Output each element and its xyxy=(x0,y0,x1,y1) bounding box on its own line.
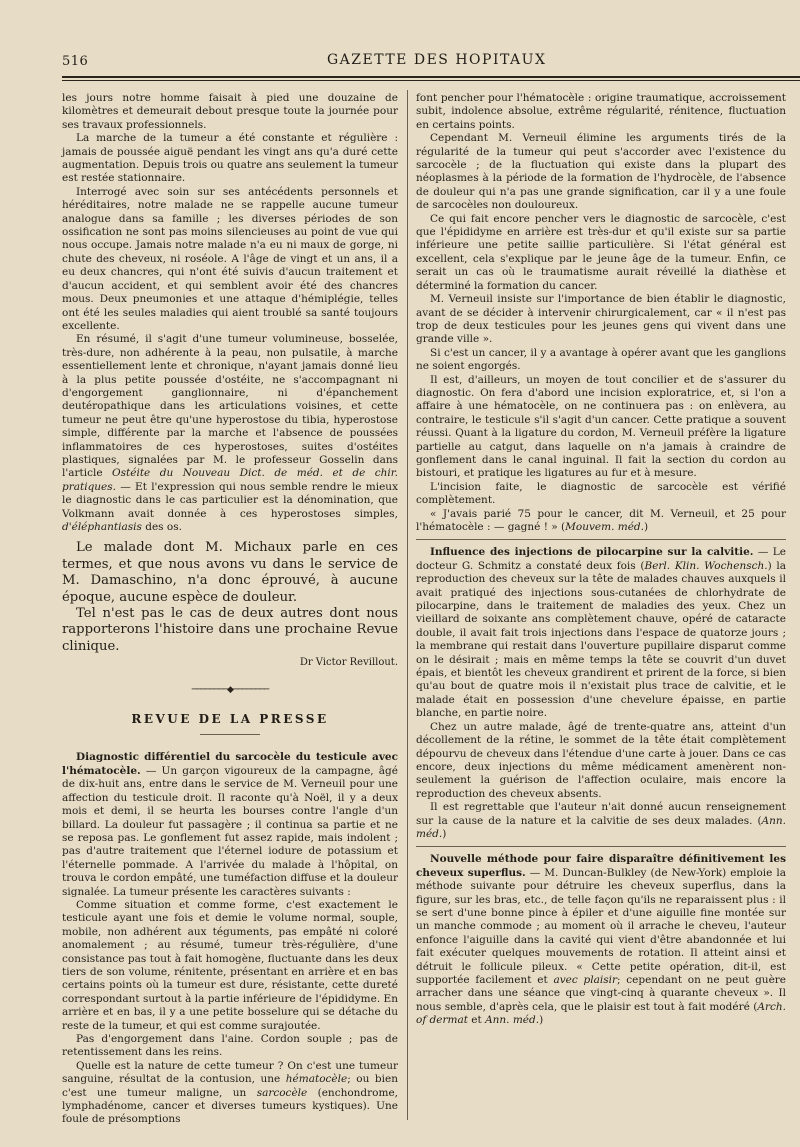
paragraph: M. Verneuil insiste sur l'importance de bien établir le diagnostic, avant de se décider à intervenir chirurgicalement, car « il n'est pas trop de deux testicules pour les jeunes gens qui vivent dans une grande ville ». xyxy=(416,293,786,346)
paragraph: Comme situation et comme forme, c'est exactement le testicule ayant une fois et demie le volume normal, souple, mobile, non adhérent aux téguments, pas empâté ni coloré anomalement ; au résumé, tumeur très-régulière, d'une consistance pas tout à fait homogène, fluctuante dans les deux tiers de son volume, rénitente, présentant en arrière et en bas certains points où la tumeur est dure, résistante, cette dureté correspondant surtout à la partie inférieure de l'épididyme. En arrière et en bas, il y a une petite bosselure qui se détache du reste de la tumeur, et qui est comme surajoutée. xyxy=(62,898,398,1032)
paragraph: Quelle est la nature de cette tumeur ? On c'est une tumeur sanguine, résultat de la contusion, une hématocèle; ou bien c'est une tumeur maligne, un sarcocèle (enchondrome, lymphadénome, cancer et diverses tumeurs kystiques). Une foule de présomptions xyxy=(62,1059,398,1126)
paragraph: font pencher pour l'hématocèle : origine traumatique, accroissement subit, indolence absolue, extrême régularité, rénitence, fluctuation en certains points. xyxy=(416,92,786,131)
italic-term: d'éléphantiasis xyxy=(62,521,142,533)
paragraph: « J'avais parié 75 pour le cancer, dit M. Verneuil, et 25 pour l'hématocèle : — gagné ! » (Mouvem. méd.) xyxy=(416,507,786,533)
paragraph: Cependant M. Verneuil élimine les arguments tirés de la régularité de la tumeur qui peut s'accorder avec l'existence du sarcocèle ; de la fluctuation qui existe dans la plupart des néoplasmes à la période de la formation de l'hydrocèle, de l'absence de douleur qui n'a pas une grande signification, car il y a une foule de sarcocèles non douloureux. xyxy=(416,132,786,212)
right-column xyxy=(416,92,786,1028)
paragraph-large: Tel n'est pas le cas de deux autres dont nous rapporterons l'histoire dans une prochaine Revue clinique. xyxy=(62,606,398,654)
section-rule xyxy=(200,734,260,735)
paragraph: Il est, d'ailleurs, un moyen de tout concilier et de s'assurer du diagnostic. On fera d'abord une incision exploratrice, et, si l'on a affaire à une hématocèle, on ne continuera pas : on enlèvera, au contraire, le testicule s'il s'agit d'un cancer. Cette pratique a souvent réussi. Quant à la ligature du cordon, M. Verneuil préfère la ligature partielle au catgut, dans laquelle on n'a jamais à craindre de gonflement dans le canal inguinal. Il fait la section du cordon au bistouri, et pratique les ligatures au fur et à mesure. xyxy=(416,373,786,480)
signature: Dr Victor Revillout. xyxy=(299,657,398,669)
journal-title: GAZETTE DES HOPITAUX xyxy=(327,52,547,68)
article-title: Nouvelle méthode pour faire disparaître définitivement les cheveux superflus. xyxy=(416,853,786,879)
column-divider xyxy=(407,90,408,1120)
page-number: 516 xyxy=(62,54,89,69)
paragraph: La marche de la tumeur a été constante et régulière : jamais de poussée aiguë pendant les vingt ans qu'a duré cette augmentation. Depuis trois ou quatre ans seulement la tumeur est restée stationnaire. xyxy=(62,132,398,185)
article-title: Diagnostic différentiel du sarcocèle du testicule avec l'hématocèle. xyxy=(62,751,398,777)
ornament-divider: ────────◆──────── xyxy=(191,684,269,695)
italic-reference: Ostéite du Nouveau Dict. de méd. et de chir. pratiques. xyxy=(62,467,398,493)
paragraph: Pas d'engorgement dans l'aine. Cordon souple ; pas de retentissement dans les reins. xyxy=(62,1033,398,1059)
article-separator xyxy=(416,539,786,540)
paragraph-large: Le malade dont M. Michaux parle en ces termes, et que nous avons vu dans le service de M. Damaschino, n'a donc éprouvé, à aucune époque, aucune espèce de douleur. xyxy=(62,540,398,605)
section-title: REVUE DE LA PRESSE xyxy=(131,712,329,727)
header-rule-thin xyxy=(62,80,800,81)
paragraph: Chez un autre malade, âgé de trente-quatre ans, atteint d'un décollement de la rétine, le sommet de la tête était complètement dépourvu de cheveux dans l'étendue d'une carte à jouer. Dans ce cas encore, deux injections du même médicament amenèrent non-seulement la guérison de l'affection oculaire, mais encore la reproduction des cheveux absents. xyxy=(416,720,786,800)
paragraph: En résumé, il s'agit d'une tumeur volumineuse, bosselée, très-dure, non adhérente à la peau, non pulsatile, à marche essentiellement lente et chronique, n'ayant jamais donné lieu à la plus petite poussée d'ostéite, ne s'accompagnant ni d'engorgement ganglionnaire, ni d'épanchement deutéropathique dans les articulations voisines, et cette tumeur ne peut être qu'une hyperostose du tibia, hyperostose simple, différente par la marche et l'absence de poussées inflammatoires de ces hyperostoses, suites d'ostéites plastiques, signalées par M. le professeur Gosselin dans l'article Ostéite du Nouveau Dict. de méd. et de chir. pratiques. — Et l'expression qui nous semble rendre le mieux le diagnostic dans le cas particulier est la dénomination, que Volkmann avait donnée à ces hyperostoses simples, d'éléphantiasis des os. xyxy=(62,333,398,533)
article-separator xyxy=(416,846,786,847)
article-title: Influence des injections de pilocarpine sur la calvitie. xyxy=(430,546,754,559)
paragraph: les jours notre homme faisait à pied une douzaine de kilomètres et demeurait debout presque toute la journée pour ses travaux professionnels. xyxy=(62,92,398,131)
paragraph: L'incision faite, le diagnostic de sarcocèle est vérifié complètement. xyxy=(416,480,786,507)
article-paragraph: Diagnostic différentiel du sarcocèle du testicule avec l'hématocèle. — Un garçon vigoureux de la campagne, âgé de dix-huit ans, entre dans le service de M. Verneuil pour une affection du testicule droit. Il raconte qu'à Noël, il y a deux mois et demi, il se heurta les bourses contre l'angle d'un billard. La douleur fut passagère ; il continua sa partie et ne se reposa pas. Le gonflement fut assez rapide, mais indolent ; pas d'autre traitement que l'éternel iodure de potassium et l'éternelle pommade. A l'arrivée du malade à l'hôpital, on trouva le cordon empâté, une tuméfaction diffuse et la douleur signalée. La tumeur présente les caractères suivants : xyxy=(62,751,398,898)
article-paragraph: Nouvelle méthode pour faire disparaître définitivement les cheveux superflus. — M. Duncan-Bulkley (de New-York) emploie la méthode suivante pour détruire les cheveux superflus, dans la figure, sur les bras, etc., de telle façon qu'ils ne reparaissent plus : il se sert d'une bonne pince à épiler et d'une aiguille fine montée sur un manche commode ; au moment où il arrache le cheveu, l'auteur enfonce l'aiguille dans la cavité qui vient d'être abandonnée et lui fait exécuter quelques mouvements de rotation. Il atteint ainsi et détruit le follicule pileux. « Cette petite opération, dit-il, est supportée facilement et avec plaisir; cependant on ne peut guère arracher dans une séance que vingt-cinq à quarante cheveux ». Il nous semble, d'après cela, que le plaisir est tout à fait modéré (Arch. of dermat et Ann. méd.) xyxy=(416,853,787,1027)
header-rule xyxy=(62,76,800,78)
page-header xyxy=(62,54,800,76)
paragraph: Ce qui fait encore pencher vers le diagnostic de sarcocèle, c'est que l'épididyme en arrière est très-dur et qu'il existe sur sa partie inférieure une petite saillie particulière. Si l'état général est excellent, cela s'explique par le jeune âge de la tumeur. Enfin, ce serait un cas où le traumatisme aurait réveillé la diathèse et déterminé la formation du cancer. xyxy=(416,212,786,292)
paragraph: Il est regrettable que l'auteur n'ait donné aucun renseignement sur la cause de la nature et la calvitie de ses deux malades. (Ann. méd.) xyxy=(416,801,786,840)
paragraph: Interrogé avec soin sur ses antécédents personnels et héréditaires, notre malade ne se rappelle aucune tumeur analogue dans sa famille ; les diverses périodes de son ossification ne sont pas moins silencieuses au point de vue qui nous occupe. Jamais notre malade n'a eu ni maux de gorge, ni chute des cheveux, ni roséole. A l'âge de vingt et un ans, il a eu deux chancres, qui n'ont été suivis d'aucun traitement et d'aucun accident, et qui semblent avoir été des chancres mous. Deux pneumonies et une attaque d'hémiplégie, telles ont été les seules maladies qui aient troublé sa santé toujours excellente. xyxy=(62,185,398,332)
paragraph: Si c'est un cancer, il y a avantage à opérer avant que les ganglions ne soient engorgés. xyxy=(416,346,786,373)
article-paragraph: Influence des injections de pilocarpine sur la calvitie. — Le docteur G. Schmitz a constaté deux fois (Berl. Klin. Wochensch.) la reproduction des cheveux sur la tête de malades chauves auxquels il avait pratiqué des injections sous-cutanées de chlorhydrate de pilocarpine, dans le traitement de maladies des yeux. Chez un vieillard de soixante ans complètement chauve, opéré de cataracte double, il avait fait trois injections dans l'espace de quatorze jours ; la membrane qui restait dans l'ouverture pupillaire disparut comme on le désirait ; mais en même temps la tête se couvrit d'un duvet épais, et bientôt les cheveux grandirent et prirent de la force, si bien qu'au bout de quatre mois il n'existait plus trace de calvitie, et le malade était en possession d'une chevelure épaisse, en partie blanche, en partie noire. xyxy=(416,546,786,720)
left-column xyxy=(62,92,398,1127)
italic-reference: Mouvem. méd. xyxy=(565,521,644,533)
